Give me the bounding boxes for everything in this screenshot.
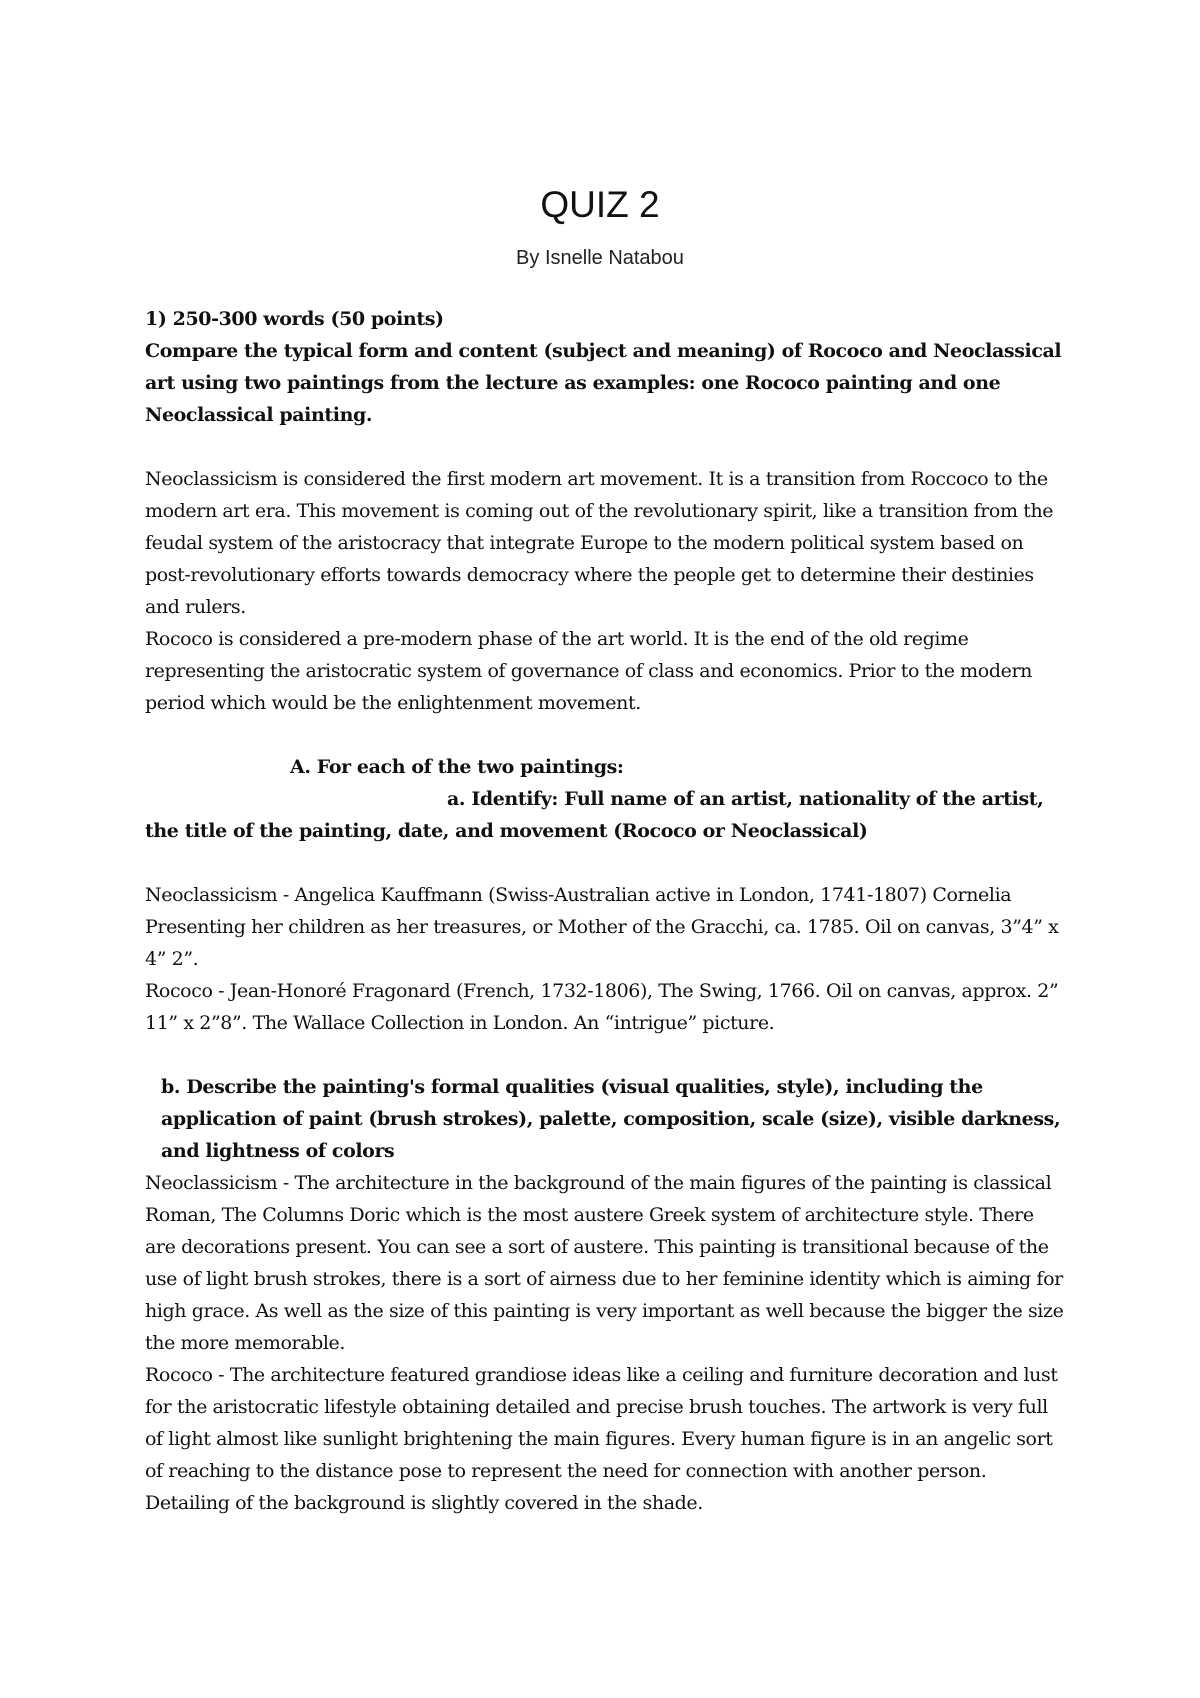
spacer (145, 847, 1065, 879)
intro-rococo-paragraph: Rococo is considered a pre-modern phase of the art world. It is the end of the old regime representing the aristocratic system of governance of class and economics. Prior to the modern period which would be the enlightenment movement. (145, 628, 1032, 714)
document-title: QUIZ 2 (540, 184, 660, 225)
spacer (145, 719, 1065, 751)
document-body (145, 303, 1065, 1519)
section-b-heading: b. Describe the painting's formal qualities (visual qualities, style), including the application of paint (brush strokes), palette, composition, scale (size), visible darkness, and lightness of colors (161, 1076, 1061, 1162)
section-a-subheading-continuation: the title of the painting, date, and movement (Rococo or Neoclassical) (145, 820, 868, 842)
identify-neoclassicism-paragraph: Neoclassicism - Angelica Kauffmann (Swiss-Australian active in London, 1741-1807) Cornelia Presenting her children as her treasures, or Mother of the Gracchi, ca. 1785. Oil on canvas, 3”4” x 4” 2”. (145, 884, 1059, 970)
describe-neoclassicism-paragraph: Neoclassicism - The architecture in the background of the main figures of the painting is classical Roman, The Columns Doric which is the most austere Greek system of architecture style. There are decorations present. You can see a sort of austere. This painting is transitional because of the use of light brush strokes, there is a sort of airness due to her feminine identity which is aiming for high grace. As well as the size of this painting is very important as well because the bigger the size the more memorable. (145, 1172, 1064, 1354)
document-author: By Isnelle Natabou (516, 247, 684, 269)
spacer (145, 1039, 1065, 1071)
identify-rococo-paragraph: Rococo - Jean-Honoré Fragonard (French, 1732-1806), The Swing, 1766. Oil on canvas, approx. 2” 11” x 2”8”. The Wallace Collection in London. An “intrigue” picture. (145, 980, 1059, 1034)
question-prompt: Compare the typical form and content (subject and meaning) of Rococo and Neoclassical art using two paintings from the lecture as examples: one Rococo painting and one Neoclassical painting. (145, 340, 1062, 426)
intro-neoclassicism-paragraph: Neoclassicism is considered the first modern art movement. It is a transition from Roccoco to the modern art era. This movement is coming out of the revolutionary spirit, like a transition from the feudal system of the aristocracy that integrate Europe to the modern political system based on post-revolutionary efforts towards democracy where the people get to determine their destinies and rulers. (145, 468, 1054, 618)
spacer (145, 431, 1065, 463)
section-a-subheading-first-line: a. Identify: Full name of an artist, nationality of the artist, (447, 788, 1044, 810)
describe-rococo-paragraph: Rococo - The architecture featured grandiose ideas like a ceiling and furniture decoration and lust for the aristocratic lifestyle obtaining detailed and precise brush touches. The artwork is very full of light almost like sunlight brightening the main figures. Every human figure is in an angelic sort of reaching to the distance pose to represent the need for connection with another person. Detailing of the background is slightly covered in the shade. (145, 1364, 1058, 1514)
question-number: 1) 250-300 words (50 points) (145, 308, 444, 330)
section-a-heading: A. For each of the two paintings: (290, 756, 624, 778)
